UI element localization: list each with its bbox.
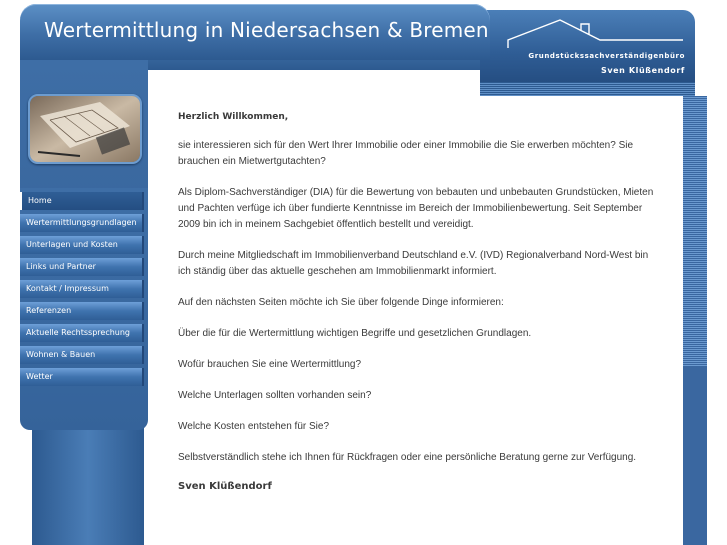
logo-office-name: Grundstückssachverständigenbüro	[528, 52, 685, 60]
nav-item-home[interactable]: Home	[20, 192, 144, 210]
content-paragraph: Selbstverständlich stehe ich Ihnen für Rückfragen oder eine persönliche Beratung gerne zur Verfügung.	[178, 452, 637, 463]
content-paragraph: Durch meine Mitgliedschaft im Immobilienverband Deutschland e.V. (IVD) Regionalverband Nord-West bin ich ständig über das aktuelle geschehen am Immobilienmarkt informiert.	[178, 250, 649, 277]
left-column-lower	[32, 428, 144, 545]
main-navigation	[20, 192, 144, 390]
main-content	[160, 100, 678, 545]
site-header	[20, 4, 490, 60]
nav-item-aktuelle-rechtssprechung[interactable]: Aktuelle Rechtssprechung	[20, 324, 144, 342]
blueprint-photo	[28, 94, 142, 164]
site-title: Wertermittlung in Niedersachsen & Bremen	[44, 18, 489, 42]
content-paragraph: sie interessieren sich für den Wert Ihrer Immobilie oder einer Immobilie die Sie erwerben möchten? Sie brauchen ein Mietwertgutachten?	[178, 140, 634, 167]
content-paragraph: Wofür brauchen Sie eine Wertermittlung?	[178, 359, 362, 370]
content-paragraph: Als Diplom-Sachverständiger (DIA) für die Bewertung von bebauten und unbebauten Grundstücken, Mieten und Pachten verfüge ich über fundierte Kenntnisse im Bereich der Immobilienbewertung. Seit September 2009 bin ich in meinem Sachgebiet öffentlich bestellt und vereidigt.	[178, 187, 654, 230]
welcome-heading: Herzlich Willkommen,	[178, 112, 289, 122]
content-paragraph: Auf den nächsten Seiten möchte ich Sie über folgende Dinge informieren:	[178, 297, 504, 308]
right-bar	[683, 366, 707, 545]
signature: Sven Klüßendorf	[178, 481, 272, 492]
nav-item-referenzen[interactable]: Referenzen	[20, 302, 144, 320]
header-stripes	[480, 82, 695, 96]
nav-item-wetter[interactable]: Wetter	[20, 368, 144, 386]
nav-item-wohnen-bauen[interactable]: Wohnen & Bauen	[20, 346, 144, 364]
logo-owner-name: Sven Klüßendorf	[600, 66, 685, 75]
nav-item-links-und-partner[interactable]: Links und Partner	[20, 258, 144, 276]
nav-item-unterlagen-und-kosten[interactable]: Unterlagen und Kosten	[20, 236, 144, 254]
content-paragraph: Über die für die Wertermittlung wichtigen Begriffe und gesetzlichen Grundlagen.	[178, 328, 532, 339]
content-paragraph: Welche Unterlagen sollten vorhanden sein?	[178, 390, 372, 401]
nav-item-wertermittlungsgrundlagen[interactable]: Wertermittlungsgrundlagen	[20, 214, 144, 232]
content-paragraph: Welche Kosten entstehen für Sie?	[178, 421, 330, 432]
nav-item-kontakt-impressum[interactable]: Kontakt / Impressum	[20, 280, 144, 298]
right-stripes	[683, 96, 707, 366]
